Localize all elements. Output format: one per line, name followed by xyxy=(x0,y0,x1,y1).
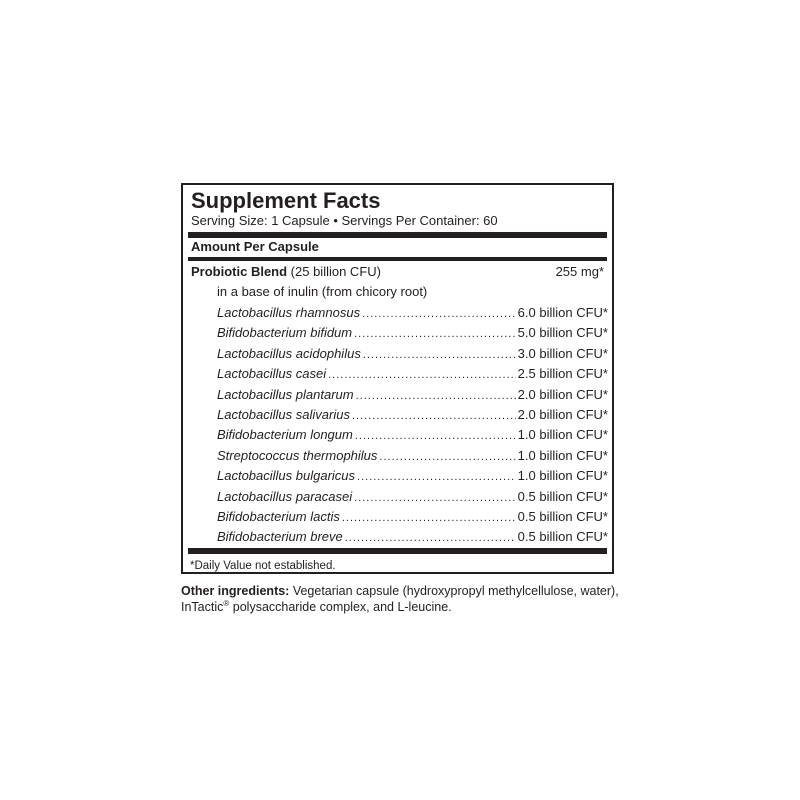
dot-leader xyxy=(363,347,516,363)
strain-name: Bifidobacterium lactis xyxy=(217,508,340,524)
serving-info: Serving Size: 1 Capsule • Servings Per Container: 60 xyxy=(191,213,498,228)
other-ingredients-label: Other ingredients: xyxy=(181,584,290,598)
dot-leader xyxy=(354,490,516,506)
strain-name: Lactobacillus plantarum xyxy=(217,386,354,402)
strain-row xyxy=(217,346,608,366)
divider-thick-top xyxy=(188,232,607,238)
strain-amount: 1.0 billion CFU* xyxy=(517,427,608,443)
other-ingredients-text-after: polysaccharide complex, and L-leucine. xyxy=(229,599,452,614)
strain-row xyxy=(217,305,608,325)
strain-name: Bifidobacterium breve xyxy=(217,529,343,545)
strain-amount: 0.5 billion CFU* xyxy=(517,529,608,545)
dot-leader xyxy=(379,449,515,465)
footnote: *Daily Value not established. xyxy=(190,560,336,572)
strain-amount: 0.5 billion CFU* xyxy=(517,508,608,524)
dot-leader xyxy=(362,306,516,322)
strain-amount: 1.0 billion CFU* xyxy=(517,468,608,484)
blend-name: Probiotic Blend xyxy=(191,264,288,279)
strain-amount: 1.0 billion CFU* xyxy=(517,447,608,463)
strain-row xyxy=(217,366,608,386)
strain-name: Lactobacillus paracasei xyxy=(217,488,353,504)
strain-row xyxy=(217,448,608,468)
strain-name: Lactobacillus acidophilus xyxy=(217,345,361,361)
strain-name: Lactobacillus salivarius xyxy=(217,406,350,422)
strain-name: Streptococcus thermophilus xyxy=(217,447,378,463)
strain-row xyxy=(217,407,608,427)
divider-medium xyxy=(188,257,607,261)
strain-row xyxy=(217,468,608,488)
blend-amount: 255 mg* xyxy=(555,264,604,279)
strain-amount: 2.0 billion CFU* xyxy=(517,386,608,402)
strain-row xyxy=(217,387,608,407)
strain-amount: 6.0 billion CFU* xyxy=(517,305,608,320)
supplement-facts-panel xyxy=(181,183,614,574)
amount-header: Amount Per Capsule xyxy=(191,239,319,254)
blend-row xyxy=(191,264,604,280)
dot-leader xyxy=(354,326,516,342)
registered-mark: ® xyxy=(223,598,230,608)
dot-leader xyxy=(357,469,516,485)
strain-name: Lactobacillus rhamnosus xyxy=(217,305,361,320)
strain-row xyxy=(217,427,608,447)
strain-name: Lactobacillus bulgaricus xyxy=(217,468,356,484)
strain-row xyxy=(217,529,608,549)
strain-name: Bifidobacterium bifidum xyxy=(217,325,353,341)
strain-name: Lactobacillus casei xyxy=(217,366,327,382)
panel-title: Supplement Facts xyxy=(191,188,381,213)
strain-amount: 2.5 billion CFU* xyxy=(517,366,608,382)
dot-leader xyxy=(342,510,516,526)
strain-row xyxy=(217,325,608,345)
dot-leader xyxy=(356,388,516,404)
dot-leader xyxy=(328,367,516,383)
strain-amount: 0.5 billion CFU* xyxy=(517,488,608,504)
other-ingredients-text-before: Vegetarian capsule (hydroxypropyl methylcellulose, water), InTactic xyxy=(181,584,619,614)
strain-list xyxy=(217,305,608,550)
strain-row xyxy=(217,489,608,509)
divider-thick-bottom xyxy=(188,548,607,554)
blend-cfu: (25 billion CFU) xyxy=(287,264,381,279)
strain-amount: 5.0 billion CFU* xyxy=(517,325,608,341)
other-ingredients xyxy=(181,584,621,615)
strain-row xyxy=(217,509,608,529)
strain-name: Bifidobacterium longum xyxy=(217,427,353,443)
strain-amount: 2.0 billion CFU* xyxy=(517,406,608,422)
strain-amount: 3.0 billion CFU* xyxy=(517,345,608,361)
dot-leader xyxy=(352,408,516,424)
dot-leader xyxy=(355,428,516,444)
dot-leader xyxy=(345,530,516,546)
blend-base: in a base of inulin (from chicory root) xyxy=(217,284,428,299)
